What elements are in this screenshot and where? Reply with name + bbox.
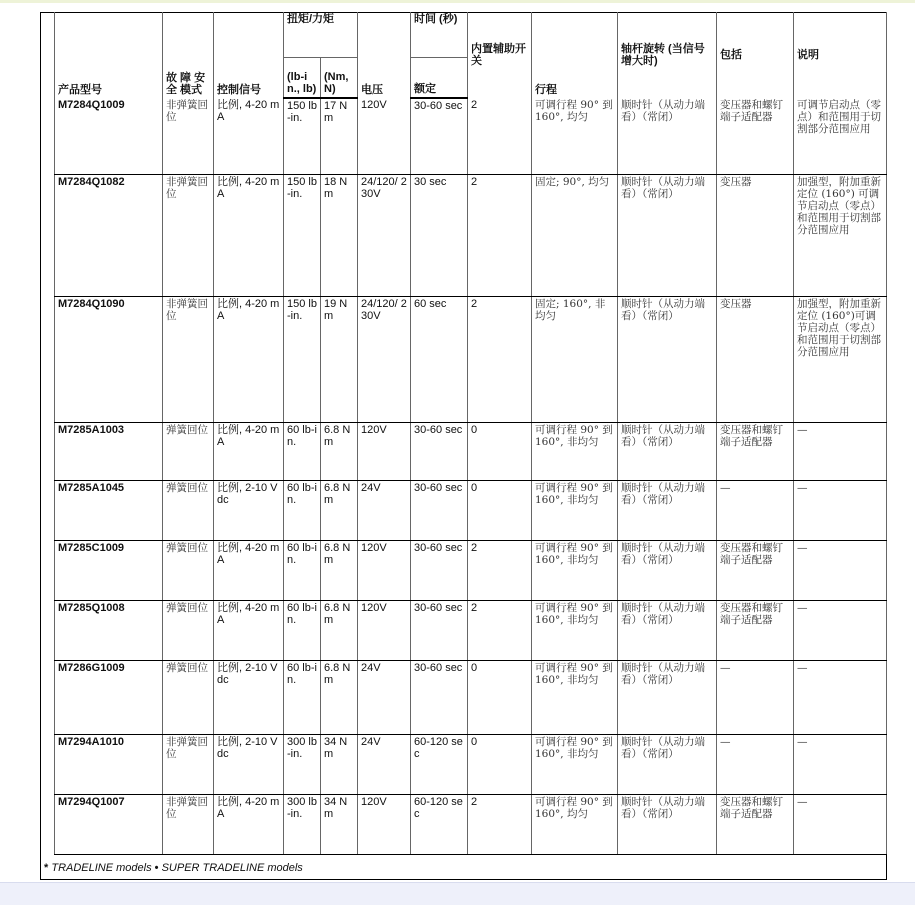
footnote-super-tradeline: SUPER TRADELINE models xyxy=(161,862,303,874)
stroke-cell: 固定; 160°, 非均匀 xyxy=(532,296,618,422)
failsafe-cell: 非弹簧回位 xyxy=(163,98,214,174)
header-model: 产品型号 xyxy=(55,12,163,98)
table-row xyxy=(55,480,887,540)
stroke-cell: 可调行程 90° 到 160°, 均匀 xyxy=(532,794,618,854)
notes-cell: — xyxy=(794,660,887,734)
failsafe-cell: 非弹簧回位 xyxy=(163,296,214,422)
includes-cell: 变压器和螺钉端子适配器 xyxy=(717,600,794,660)
includes-cell: 变压器和螺钉端子适配器 xyxy=(717,98,794,174)
voltage-cell: 24/120/ 230V xyxy=(358,296,411,422)
rotation-cell: 顺时针（从动力端看）（常闭） xyxy=(618,422,717,480)
header-torque-lbin: (lb-in., lb) xyxy=(284,57,321,98)
notes-cell: 可调节启动点（零点）和范围用于切割部分范围应用 xyxy=(794,98,887,174)
rotation-cell: 顺时针（从动力端看）（常闭） xyxy=(618,600,717,660)
control-signal-cell: 比例, 4-20 mA xyxy=(214,296,284,422)
torque-lbin-cell: 300 lb-in. xyxy=(284,734,321,794)
torque-nm-cell: 6.8 Nm xyxy=(321,600,358,660)
torque-lbin-cell: 60 lb-in. xyxy=(284,422,321,480)
header-stroke: 行程 xyxy=(532,12,618,98)
torque-nm-cell: 18 Nm xyxy=(321,174,358,296)
model-cell: M7285A1045 xyxy=(55,480,163,540)
stroke-cell: 可调行程 90° 到 160°, 非均匀 xyxy=(532,660,618,734)
control-signal-cell: 比例, 4-20 mA xyxy=(214,540,284,600)
rotation-cell: 顺时针（从动力端看）（常闭） xyxy=(618,734,717,794)
aux-switch-cell: 2 xyxy=(468,296,532,422)
control-signal-cell: 比例, 4-20 mA xyxy=(214,600,284,660)
torque-lbin-cell: 300 lb-in. xyxy=(284,794,321,854)
table-row xyxy=(55,98,887,174)
time-cell: 30-60 sec xyxy=(411,480,468,540)
header-notes: 说明 xyxy=(794,12,887,98)
model-cell: M7294A1010 xyxy=(55,734,163,794)
header-time-rated: 额定 xyxy=(411,57,468,98)
torque-nm-cell: 6.8 Nm xyxy=(321,480,358,540)
model-cell: M7294Q1007 xyxy=(55,794,163,854)
notes-cell: — xyxy=(794,480,887,540)
voltage-cell: 24V xyxy=(358,480,411,540)
time-cell: 30-60 sec xyxy=(411,660,468,734)
control-signal-cell: 比例, 4-20 mA xyxy=(214,422,284,480)
table-row xyxy=(55,600,887,660)
model-cell: M7285Q1008 xyxy=(55,600,163,660)
notes-cell: 加强型，附加重新定位 (160°) 可调节启动点（零点）和范围用于切割部分范围应用 xyxy=(794,174,887,296)
table-row xyxy=(55,794,887,854)
torque-lbin-cell: 60 lb-in. xyxy=(284,660,321,734)
header-torque-nm: (Nm, N) xyxy=(321,57,358,98)
voltage-cell: 24V xyxy=(358,660,411,734)
model-cell: M7284Q1082 xyxy=(55,174,163,296)
header-includes: 包括 xyxy=(717,12,794,98)
time-cell: 30 sec xyxy=(411,174,468,296)
model-cell: M7285A1003 xyxy=(55,422,163,480)
aux-switch-cell: 0 xyxy=(468,734,532,794)
stroke-cell: 固定; 90°, 均匀 xyxy=(532,174,618,296)
footnote-star: * xyxy=(44,862,49,874)
rotation-cell: 顺时针（从动力端看）（常闭） xyxy=(618,296,717,422)
header-torque: 扭矩/力矩 xyxy=(284,12,358,57)
aux-switch-cell: 0 xyxy=(468,660,532,734)
aux-switch-cell: 0 xyxy=(468,422,532,480)
failsafe-cell: 弹簧回位 xyxy=(163,540,214,600)
stroke-cell: 可调行程 90° 到 160°, 非均匀 xyxy=(532,480,618,540)
failsafe-cell: 非弹簧回位 xyxy=(163,794,214,854)
aux-switch-cell: 2 xyxy=(468,540,532,600)
failsafe-cell: 弹簧回位 xyxy=(163,660,214,734)
bottom-strip xyxy=(0,882,915,905)
stroke-cell: 可调行程 90° 到 160°, 非均匀 xyxy=(532,600,618,660)
includes-cell: 变压器 xyxy=(717,174,794,296)
table-row xyxy=(55,422,887,480)
top-accent-strip xyxy=(0,0,915,3)
aux-switch-cell: 2 xyxy=(468,600,532,660)
aux-switch-cell: 0 xyxy=(468,480,532,540)
header-control-signal: 控制信号 xyxy=(214,12,284,98)
aux-switch-cell: 2 xyxy=(468,794,532,854)
table-row xyxy=(55,296,887,422)
footnote-tradeline: TRADELINE models xyxy=(51,862,152,874)
header-aux-switch: 内置辅助开关 xyxy=(468,12,532,98)
control-signal-cell: 比例, 4-20 mA xyxy=(214,174,284,296)
failsafe-cell: 弹簧回位 xyxy=(163,480,214,540)
torque-nm-cell: 6.8 Nm xyxy=(321,422,358,480)
time-cell: 30-60 sec xyxy=(411,422,468,480)
torque-nm-cell: 6.8 Nm xyxy=(321,540,358,600)
voltage-cell: 120V xyxy=(358,540,411,600)
header-rotation: 轴杆旋转 (当信号增大时) xyxy=(618,12,717,98)
voltage-cell: 120V xyxy=(358,98,411,174)
control-signal-cell: 比例, 2-10 Vdc xyxy=(214,480,284,540)
voltage-cell: 120V xyxy=(358,600,411,660)
notes-cell: — xyxy=(794,794,887,854)
rotation-cell: 顺时针（从动力端看）（常闭） xyxy=(618,660,717,734)
time-cell: 60-120 sec xyxy=(411,734,468,794)
failsafe-cell: 弹簧回位 xyxy=(163,600,214,660)
rotation-cell: 顺时针（从动力端看）（常闭） xyxy=(618,174,717,296)
actuator-spec-table xyxy=(54,12,887,855)
control-signal-cell: 比例, 4-20 mA xyxy=(214,794,284,854)
torque-lbin-cell: 150 lb-in. xyxy=(284,296,321,422)
failsafe-cell: 弹簧回位 xyxy=(163,422,214,480)
torque-nm-cell: 34 Nm xyxy=(321,734,358,794)
includes-cell: — xyxy=(717,660,794,734)
aux-switch-cell: 2 xyxy=(468,98,532,174)
stroke-cell: 可调行程 90° 到 160°, 非均匀 xyxy=(532,734,618,794)
control-signal-cell: 比例, 4-20 mA xyxy=(214,98,284,174)
includes-cell: 变压器和螺钉端子适配器 xyxy=(717,794,794,854)
aux-switch-cell: 2 xyxy=(468,174,532,296)
includes-cell: — xyxy=(717,734,794,794)
notes-cell: — xyxy=(794,600,887,660)
time-cell: 30-60 sec xyxy=(411,98,468,174)
rotation-cell: 顺时针（从动力端看）（常闭） xyxy=(618,98,717,174)
torque-nm-cell: 34 Nm xyxy=(321,794,358,854)
header-failsafe: 故 障 安 全 模式 xyxy=(163,12,214,98)
time-cell: 60 sec xyxy=(411,296,468,422)
includes-cell: 变压器 xyxy=(717,296,794,422)
torque-lbin-cell: 150 lb-in. xyxy=(284,98,321,174)
rotation-cell: 顺时针（从动力端看）（常闭） xyxy=(618,540,717,600)
table-row xyxy=(55,540,887,600)
control-signal-cell: 比例, 2-10 Vdc xyxy=(214,660,284,734)
model-cell: M7284Q1090 xyxy=(55,296,163,422)
time-cell: 60-120 sec xyxy=(411,794,468,854)
table-row xyxy=(55,660,887,734)
model-cell: M7284Q1009 xyxy=(55,98,163,174)
torque-nm-cell: 6.8 Nm xyxy=(321,660,358,734)
rotation-cell: 顺时针（从动力端看）（常闭） xyxy=(618,480,717,540)
voltage-cell: 120V xyxy=(358,422,411,480)
header-time: 时间 (秒) xyxy=(411,12,468,57)
torque-lbin-cell: 60 lb-in. xyxy=(284,600,321,660)
torque-lbin-cell: 60 lb-in. xyxy=(284,480,321,540)
stroke-cell: 可调行程 90° 到 160°, 非均匀 xyxy=(532,422,618,480)
notes-cell: — xyxy=(794,422,887,480)
failsafe-cell: 非弹簧回位 xyxy=(163,734,214,794)
table-row xyxy=(55,734,887,794)
torque-nm-cell: 17 Nm xyxy=(321,98,358,174)
torque-lbin-cell: 60 lb-in. xyxy=(284,540,321,600)
header-voltage: 电压 xyxy=(358,12,411,98)
table-row xyxy=(55,174,887,296)
stroke-cell: 可调行程 90° 到 160°, 非均匀 xyxy=(532,540,618,600)
time-cell: 30-60 sec xyxy=(411,600,468,660)
failsafe-cell: 非弹簧回位 xyxy=(163,174,214,296)
includes-cell: — xyxy=(717,480,794,540)
voltage-cell: 120V xyxy=(358,794,411,854)
notes-cell: 加强型，附加重新定位 (160°)可调节启动点（零点）和范围用于切割部分范围应用 xyxy=(794,296,887,422)
notes-cell: — xyxy=(794,540,887,600)
time-cell: 30-60 sec xyxy=(411,540,468,600)
torque-nm-cell: 19 Nm xyxy=(321,296,358,422)
voltage-cell: 24V xyxy=(358,734,411,794)
includes-cell: 变压器和螺钉端子适配器 xyxy=(717,422,794,480)
notes-cell: — xyxy=(794,734,887,794)
control-signal-cell: 比例, 2-10 Vdc xyxy=(214,734,284,794)
includes-cell: 变压器和螺钉端子适配器 xyxy=(717,540,794,600)
stroke-cell: 可调行程 90° 到 160°, 均匀 xyxy=(532,98,618,174)
rotation-cell: 顺时针（从动力端看）（常闭） xyxy=(618,794,717,854)
footnote xyxy=(44,862,303,874)
voltage-cell: 24/120/ 230V xyxy=(358,174,411,296)
model-cell: M7285C1009 xyxy=(55,540,163,600)
torque-lbin-cell: 150 lb-in. xyxy=(284,174,321,296)
model-cell: M7286G1009 xyxy=(55,660,163,734)
footnote-bullet: • xyxy=(154,862,159,874)
